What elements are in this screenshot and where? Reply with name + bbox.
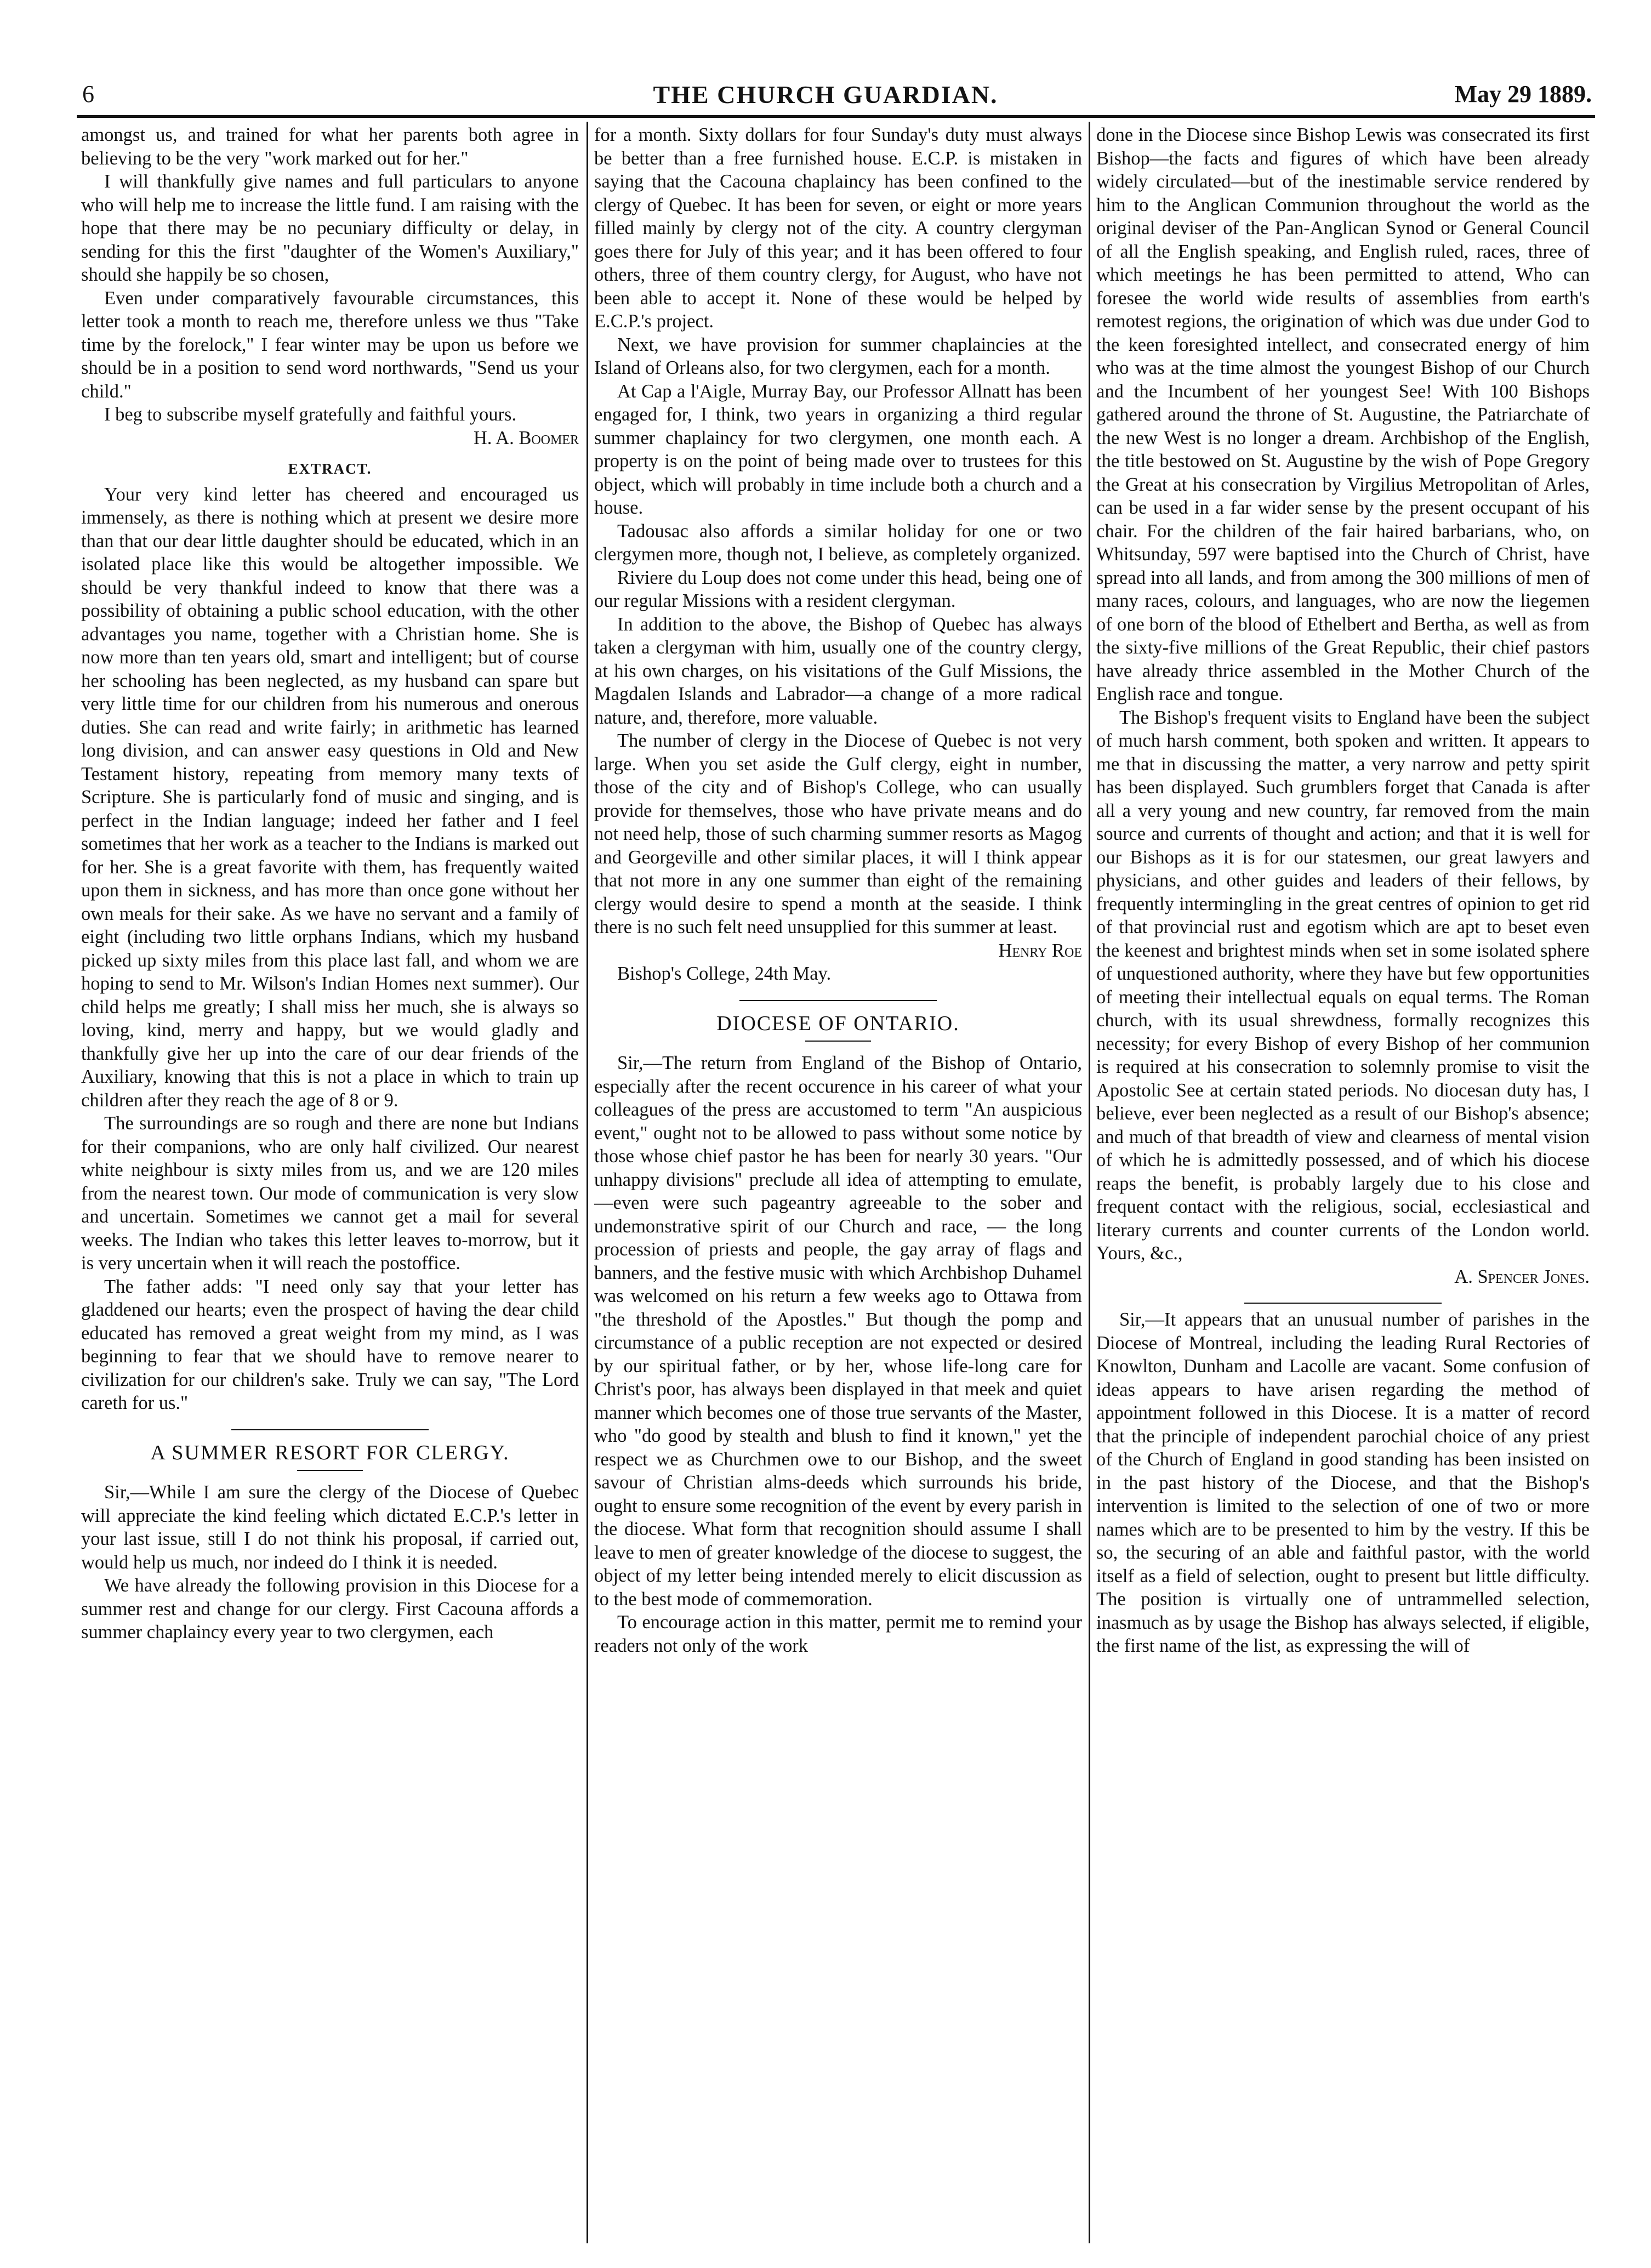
article-paragraph: We have already the following provision in this Diocese for a summer rest and change for our clergy. First Cacouna affords a summer chaplaincy every year to two clergymen, each — [81, 1575, 579, 1642]
letter-signature: H. A. Boomer — [473, 427, 579, 448]
column-divider — [1089, 122, 1090, 2243]
article-paragraph: At Cap a l'Aigle, Murray Bay, our Professor Allnatt has been engaged for, I think, two years in organizing a third regular summer chaplaincy for two clergymen, one month each. A property is on the point of being made over to trustees for this object, which will probably in time include both a church and a house. — [594, 380, 1082, 518]
article-paragraph: Your very kind letter has cheered and encouraged us immensely, as there is nothing which at present we desire more than that our dear little daughter should be educated, which in an isolated place like this would be altogether impossible. We should be very thankful indeed to know that there was a possibility of obtaining a public school education, with the other advantages you name, together with a Christian home. She is now more than ten years old, smart and intelligent; but of course her schooling has been neglected, as my husband can spare but very little time for our children from his numerous and onerous duties. She can read and write fairly; in arithmetic has learned long division, and can answer easy questions in Old and New Testament history, repeating from memory many texts of Scripture. She is particularly fond of music and singing, and is perfect in the Indian language; indeed her father and I feel sometimes that her work as a teacher to the Indians is marked out for her. She is a great favorite with them, has frequently waited upon them in sickness, and has more than once gone without her own meals for their sake. As we have no servant and a family of eight (including two little orphans Indians, which my husband picked up sixty miles from this place last fall, and whom we are hoping to send to Mr. Wilson's Indian Homes next summer). Our child helps me greatly; I shall miss her much, she is always so loving, kind, merry and happy, but we would gladly and thankfully give her up into the care of our dear friends of the Auxiliary, knowing that this is not a place in which to train up children after they reach the age of 8 or 9. — [81, 484, 579, 1111]
article-paragraph: I will thankfully give names and full particulars to anyone who will help me to increase the little fund. I am raising with the hope that there may be no pecuniary difficulty or delay, in sending for this the first "daughter of the Women's Auxiliary," should she happily be so chosen, — [81, 171, 579, 285]
article-paragraph: The Bishop's frequent visits to England have been the subject of much harsh comment, both spoken and written. It appears to me that in discussing the matter, a very narrow and petty spirit has been displayed. Such grumblers forget that Canada is after all a very young and new country, far removed from the main source and currents of thought and action; and that it is well for our Bishops as it is for our statesmen, our great lawyers and physicians, and other guides and leaders of their fellows, by frequently intermingling in the great centres of opinion to get rid of that provincial rust and egotism which are apt to beset even the keenest and brightest minds when set in some isolated sphere of unquestioned authority, where they have but few opportunities of meeting their intellectual equals on equal terms. The Roman church, with its usual shrewdness, formally recognizes this necessity; for every Bishop of every Bishop of her communion is required at his consecration to solemnly promise to visit the Apostolic See at certain stated periods. No diocesan duty has, I believe, ever been neglected as a result of our Bishop's absence; and much of that breadth of view and clearness of mental vision of which he is admittedly possessed, and of which his diocese reaps the benefit, is probably largely due to his close and frequent contact with the religious, social, ecclesiastical and literary currents and counter currents of the London world. Yours, &c., — [1096, 707, 1590, 1264]
article-paragraph: The number of clergy in the Diocese of Quebec is not very large. When you set aside the Gulf clergy, eight in number, those of the city and of Bishop's College, who can usually provide for themselves, those who have private means and do not need help, those of such charming summer resorts as Magog and Georgeville and other similar places, it will I think appear that not more in any one summer than eight of the remaining clergy would desire to spend a month at the seaside. I think there is no such felt need unsupplied for this summer at least. — [594, 730, 1082, 937]
article-paragraph: Tadousac also affords a similar holiday for one or two clergymen more, though not, I believe, as completely organized. — [594, 520, 1082, 565]
section-rule — [1244, 1303, 1442, 1304]
letter-signature: Henry Roe — [998, 940, 1082, 961]
article-paragraph: The father adds: "I need only say that your letter has gladdened our hearts; even the prospect of having the dear child educated has removed a great weight from my mind, as I was beginning to fear that we should have to remove nearer to civilization for our children's sake. Truly we can say, "The Lord careth for us." — [81, 1276, 579, 1413]
page-number: 6 — [82, 81, 94, 107]
article-heading: A SUMMER RESORT FOR CLERGY. — [150, 1441, 510, 1464]
article-heading: DIOCESE OF ONTARIO. — [716, 1011, 960, 1035]
masthead-title: THE CHURCH GUARDIAN. — [653, 81, 998, 109]
page-header — [0, 0, 1651, 118]
issue-date: May 29 1889. — [1454, 81, 1592, 107]
article-paragraph: for a month. Sixty dollars for four Sunday's duty must always be better than a free furnished house. E.C.P. is mistaken in saying that the Cacouna chaplaincy has been confined to the clergy of Quebec. It has been for seven, or eight or more years filled mainly by clergy not of the city. A country clergyman goes there for July of this year; and it has been offered to four others, three of them country clergy, for August, who have not been able to accept it. None of these would be helped by E.C.P.'s project. — [594, 124, 1082, 332]
letter-signature: A. Spencer Jones. — [1454, 1266, 1590, 1287]
article-paragraph: Sir,—It appears that an unusual number of parishes in the Diocese of Montreal, including the leading Rural Rectories of Knowlton, Dunham and Lacolle are vacant. Some confusion of ideas appears to have arisen regarding the method of appointment followed in this Diocese. It is a matter of record that the principle of independent parochial choice of any priest of the Church of England in good standing has been insisted on in the past history of the Diocese, and that the Bishop's intervention is limited to the selection of one of two or more names which are to be presented to him by the vestry. If this be so, the securing of an able and faithful pastor, with the world itself as a field of selection, ought to present but little difficulty. The position is virtually one of untrammelled selection, inasmuch as by usage the Bishop has always selected, if eligible, the first name of the list, as expressing the will of — [1096, 1309, 1590, 1656]
article-paragraph: The surroundings are so rough and there are none but Indians for their companions, who are only half civilized. Our nearest white neighbour is sixty miles from us, and we are 120 miles from the nearest town. Our mode of communication is very slow and uncertain. Sometimes we cannot get a mail for several weeks. The Indian who takes this letter leaves to-morrow, but it is very uncertain when it will reach the postoffice. — [81, 1113, 579, 1274]
section-rule — [739, 1000, 937, 1001]
section-subhead: EXTRACT. — [288, 461, 372, 477]
article-paragraph: To encourage action in this matter, permit me to remind your readers not only of the work — [594, 1612, 1082, 1656]
column-3 — [1096, 123, 1590, 2250]
column-1 — [81, 123, 579, 2250]
heading-rule — [297, 1470, 363, 1471]
article-paragraph: Sir,—The return from England of the Bishop of Ontario, especially after the recent occurence in his career of what your colleagues of the press are accustomed to term "An auspicious event," ought not to be allowed to pass without some notice by those whose chief pastor he has been for nearly 30 years. "Our unhappy divisions" preclude all idea of attempting to emulate,—even were such pageantry agreeable to the sober and undemonstrative spirit of our Church and race, — the long procession of priests and people, the gay array of flags and banners, and the festive music with which Archbishop Duhamel was welcomed on his return a few weeks ago to Ottawa from "the threshold of the Apostles." But though the pomp and circumstance of a public reception are not expected or desired by our spiritual father, or by her, whose life-long care for Christ's poor, has always been displayed in that meek and quiet manner which becomes one of those true servants of the Master, who "do good by stealth and blush to find it known," yet the respect we as Churchmen owe to our Bishop, and the sweet savour of Christian alms-deeds which surrounds his bride, ought to ensure some recognition of the event by every parish in the diocese. What form that recognition should assume I shall leave to men of greater knowledge of the diocese to suggest, the object of my letter being intended merely to elicit discussion as to the best mode of commemoration. — [594, 1053, 1082, 1610]
article-paragraph: amongst us, and trained for what her parents both agree in believing to be the very "work marked out for her." — [81, 124, 579, 169]
column-divider — [587, 122, 588, 2243]
article-paragraph: Even under comparatively favourable circumstances, this letter took a month to reach me, therefore unless we thus "Take time by the forelock," I fear winter may be upon us before we should be in a position to send word northwards, "Send us your child." — [81, 287, 579, 402]
article-paragraph: In addition to the above, the Bishop of Quebec has always taken a clergyman with him, usually one of the country clergy, at his own charges, on his visitations of the Gulf Missions, the Magdalen Islands and Labrador—a change of a more radical nature, and, therefore, more valuable. — [594, 613, 1082, 728]
header-rule — [77, 115, 1595, 118]
article-paragraph: Sir,—While I am sure the clergy of the Diocese of Quebec will appreciate the kind feeling which dictated E.C.P.'s letter in your last issue, still I do not think his proposal, if carried out, would help us much, nor indeed do I think it is needed. — [81, 1482, 579, 1573]
article-paragraph: done in the Diocese since Bishop Lewis was consecrated its first Bishop—the facts and figures of which have been already widely circulated—but of the inestimable service rendered by him to the Anglican Communion throughout the world as the original deviser of the Pan-Anglican Synod or General Council of all the English speaking, and English ruled, races, three of which meetings he has been permitted to attend, Who can foresee the world wide results of assemblies from earth's remotest regions, the origination of which was due under God to the keen foresighted intellect, and consecrated energy of him who was at the time almost the youngest Bishop of our Church and the Incumbent of her youngest See! With 100 Bishops gathered around the throne of St. Augustine, the Patriarchate of the new West is no longer a dream. Archbishop of the English, the title bestowed on St. Augustine by the wish of Pope Gregory the Great at his consecration by Virgilius Metropolitan of Arles, can be used in a far wider sense by the present occupant of his chair. For the children of the fair haired barbarians, who, on Whitsunday, 597 were baptised into the Church of Christ, have spread into all lands, and from among the 300 millions of men of many races, colours, and languages, who are now the liegemen of one born of the blood of Ethelbert and Bertha, as well as from the sixty-five millions of the Great Republic, their chief pastors have already thrice assembled in the Mother Church of the English race and tongue. — [1096, 124, 1590, 704]
letter-dateline: Bishop's College, 24th May. — [617, 963, 832, 984]
heading-rule — [805, 1041, 871, 1042]
article-paragraph: I beg to subscribe myself gratefully and faithful yours. — [104, 404, 517, 425]
section-rule — [231, 1429, 429, 1430]
column-2 — [594, 123, 1082, 2250]
article-paragraph: Next, we have provision for summer chaplaincies at the Island of Orleans also, for two clergymen, each for a month. — [594, 334, 1082, 378]
article-paragraph: Riviere du Loup does not come under this head, being one of our regular Missions with a resident clergyman. — [594, 567, 1082, 611]
